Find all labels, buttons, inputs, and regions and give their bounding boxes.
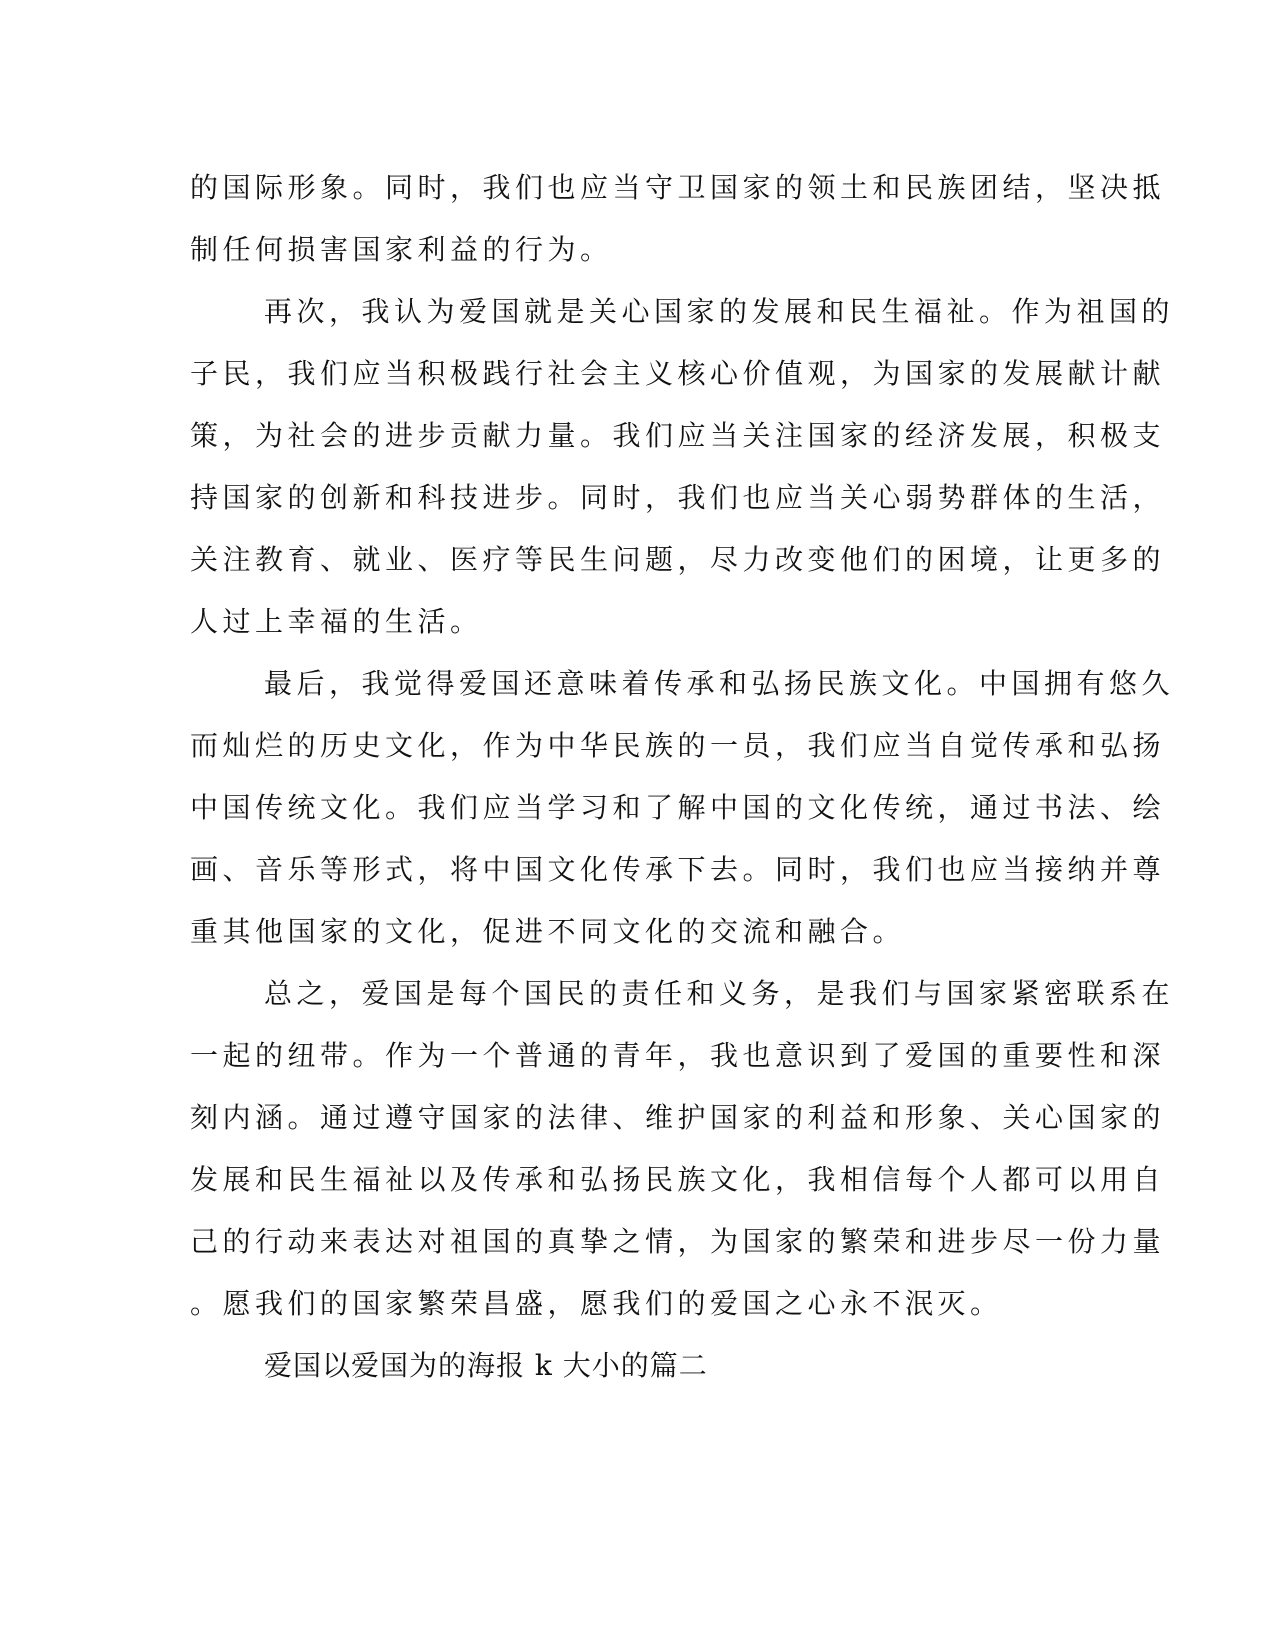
text-line: 人过上幸福的生活。	[190, 605, 483, 638]
text-line: 持国家的创新和科技进步。同时，我们也应当关心弱势群体的生活，	[190, 481, 1166, 514]
text-line: 一起的纽带。作为一个普通的青年，我也意识到了爱国的重要性和深	[190, 1039, 1166, 1072]
text-line: 。愿我们的国家繁荣昌盛，愿我们的爱国之心永不泯灭。	[190, 1287, 1003, 1320]
paragraph-start-line: 再次，我认为爱国就是关心国家的发展和民生福祉。作为祖国的	[264, 295, 1175, 328]
text-line: 画、音乐等形式，将中国文化传承下去。同时，我们也应当接纳并尊	[190, 853, 1166, 886]
text-line: 己的行动来表达对祖国的真挚之情，为国家的繁荣和进步尽一份力量	[190, 1225, 1166, 1258]
paragraph-start-line: 最后，我觉得爱国还意味着传承和弘扬民族文化。中国拥有悠久	[264, 667, 1175, 700]
text-line: 发展和民生福祉以及传承和弘扬民族文化，我相信每个人都可以用自	[190, 1163, 1166, 1196]
text-line: 策，为社会的进步贡献力量。我们应当关注国家的经济发展，积极支	[190, 419, 1166, 452]
text-line: 刻内涵。通过遵守国家的法律、维护国家的利益和形象、关心国家的	[190, 1101, 1166, 1134]
paragraph-start-line: 总之，爱国是每个国民的责任和义务，是我们与国家紧密联系在	[264, 977, 1175, 1010]
text-line: 子民，我们应当积极践行社会主义核心价值观，为国家的发展献计献	[190, 357, 1166, 390]
section-heading: 爱国以爱国为的海报 k 大小的篇二	[264, 1349, 708, 1382]
text-line: 的国际形象。同时，我们也应当守卫国家的领土和民族团结，坚决抵	[190, 171, 1166, 204]
text-line: 重其他国家的文化，促进不同文化的交流和融合。	[190, 915, 906, 948]
document-body	[190, 157, 1175, 1397]
text-line: 中国传统文化。我们应当学习和了解中国的文化传统，通过书法、绘	[190, 791, 1166, 824]
text-line: 关注教育、就业、医疗等民生问题，尽力改变他们的困境，让更多的	[190, 543, 1166, 576]
text-line: 而灿烂的历史文化，作为中华民族的一员，我们应当自觉传承和弘扬	[190, 729, 1166, 762]
text-line: 制任何损害国家利益的行为。	[190, 233, 613, 266]
